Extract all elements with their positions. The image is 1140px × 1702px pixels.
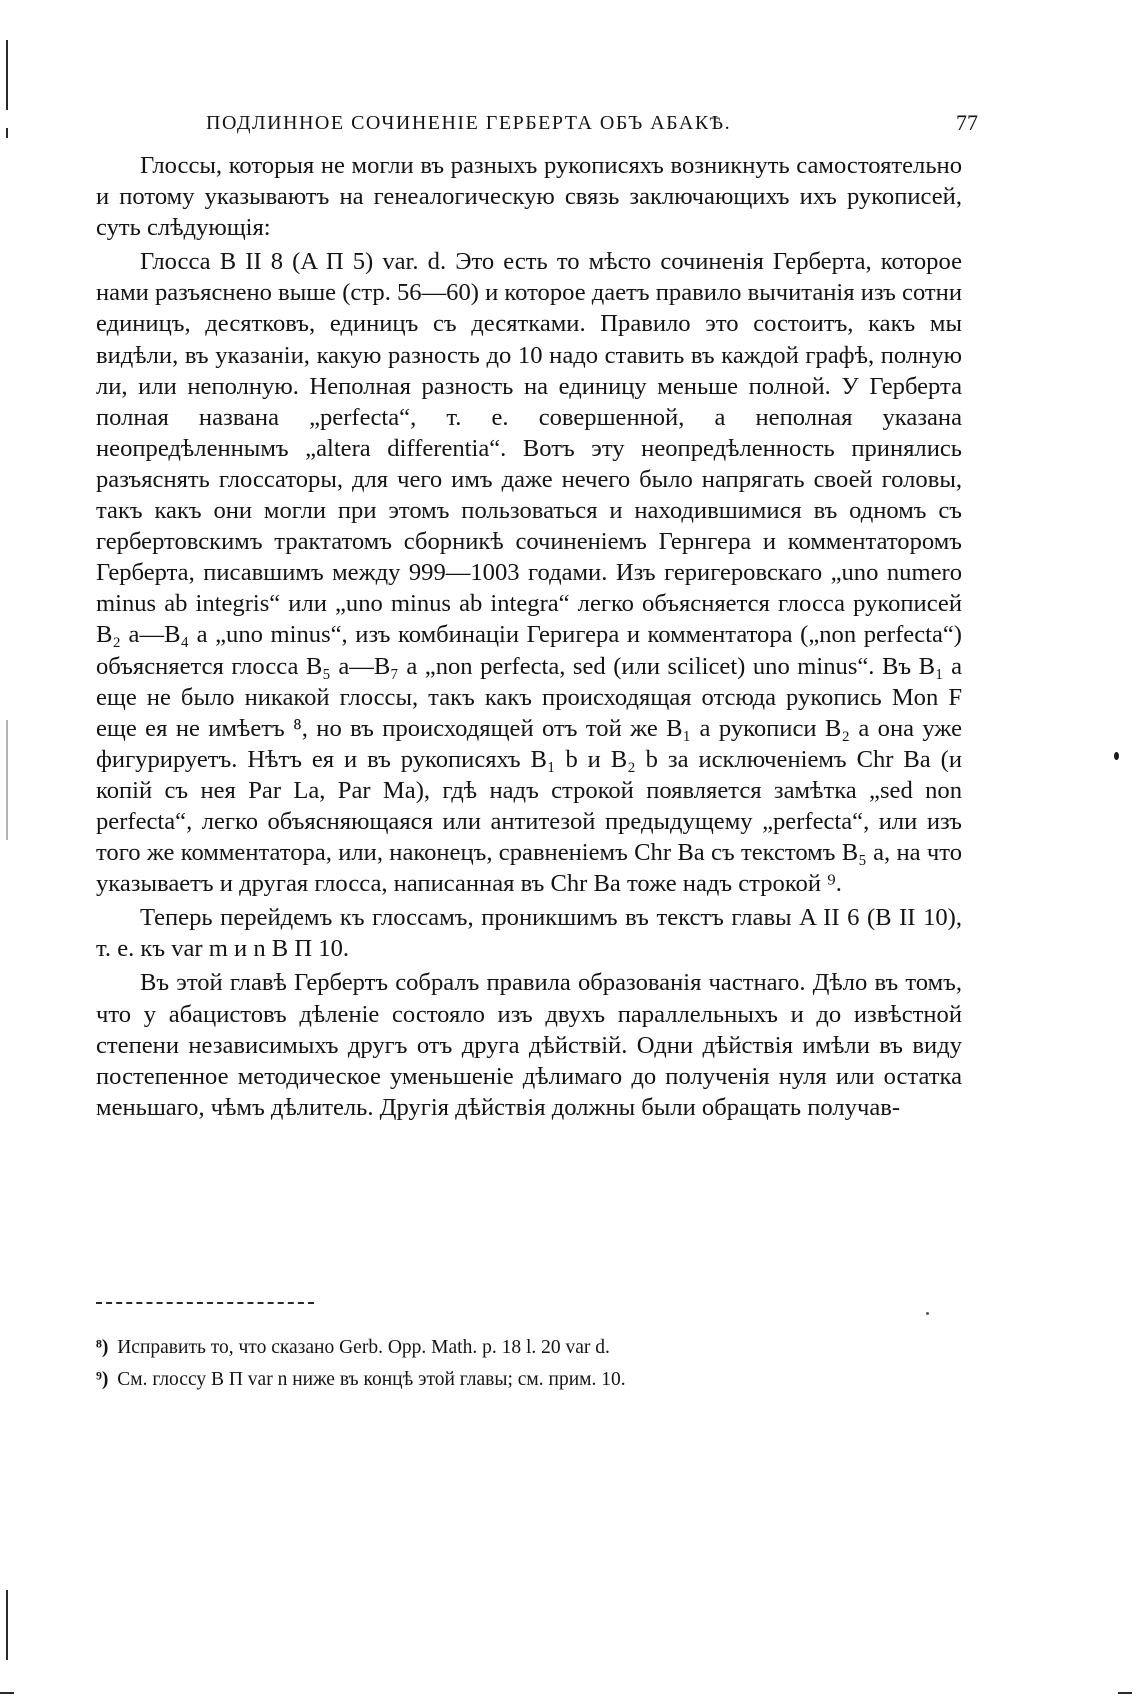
body-text bbox=[96, 150, 962, 1123]
footnote-text: См. глоссу B П var n ниже въ концѣ этой главы; см. прим. 10. bbox=[117, 1369, 626, 1390]
running-title: ПОДЛИННОЕ СОЧИНЕНІЕ ГЕРБЕРТА ОБЪ АБАКѢ. bbox=[206, 112, 732, 134]
footnote-marker: ⁹) bbox=[96, 1369, 109, 1390]
scan-corner-mark-right bbox=[1118, 1692, 1132, 1694]
scan-edge-line-bottom bbox=[6, 1590, 8, 1660]
running-head bbox=[96, 112, 1058, 146]
paragraph-gloss-b-ii-8: Глосса B II 8 (A П 5) var. d. Это есть то мѣсто сочиненія Герберта, которое нами разъяснено выше (стр. 56—60) и которое даетъ правило вычитанія изъ сотни единицъ, десятковъ, единицъ съ десятками. Правило это состоитъ, какъ мы видѣли, въ указаніи, какую разность до 10 надо ставить въ каждой графѣ, полную ли, или неполную. Неполная разность на единицу меньше полной. У Герберта полная названа „perfecta“, т. е. совершенной, а неполная указана неопредѣленнымъ „altera differentia“. Вотъ эту неопредѣленность принялись разъяснять глоссаторы, для чего имъ даже нечего было напрягать своей головы, такъ какъ они могли при этомъ пользоваться и находившимися въ одномъ съ гербертовскимъ трактатомъ сборникѣ сочиненіемъ Гернгера и комментаторомъ Герберта, писавшимъ между 999—1003 годами. Изъ геригеровскаго „uno numero minus ab integris“ или „uno minus ab integra“ легко объясняется глосса рукописей B₂ a—B₄ a „uno minus“, изъ комбинаціи Геригера и комментатора („non perfecta“) объясняется глосса B₅ a—B₇ a „non perfecta, sed (или scilicet) uno minus“. Въ B₁ a еще не было никакой глоссы, такъ какъ происходящая отсюда рукопись Mon F еще ея не имѣетъ ⁸, но въ происходящей отъ той же B₁ a рукописи B₂ a она уже фигурируетъ. Нѣтъ ея и въ рукописяхъ B₁ b и B₂ b за исключеніемъ Chr Ba (и копій съ нея Par La, Par Ma), гдѣ надъ строкой появляется замѣтка „sed non perfecta“, легко объясняющаяся или антитезой предыдущему „perfecta“, или изъ того же комментатора, или, наконецъ, сравненіемъ Chr Ba съ текстомъ B₅ a, на что указываетъ и другая глосса, написанная въ Chr Ba тоже надъ строкой ⁹. bbox=[96, 248, 962, 898]
footnote-divider bbox=[96, 1302, 314, 1304]
scan-edge-tick bbox=[6, 128, 8, 138]
footnote-marker: ⁸) bbox=[96, 1337, 109, 1358]
scan-edge-line-middle bbox=[6, 720, 8, 840]
paragraph-transition: Теперь перейдемъ къ глоссамъ, проникшимъ въ текстъ главы A II 6 (B II 10), т. е. къ var m и n B П 10. bbox=[96, 904, 962, 963]
scan-edge-line-top bbox=[6, 40, 8, 110]
paragraph-division-rules: Въ этой главѣ Гербертъ собралъ правила образованія частнаго. Дѣло въ томъ, что у абацистовъ дѣленіе состояло изъ двухъ параллельныхъ и до извѣстной степени независимыхъ другъ отъ друга дѣйствій. Одни дѣйствія имѣли въ виду постепенное методическое уменьшеніе дѣлимаго до полученія нуля или остатка меньшаго, чѣмъ дѣлитель. Другія дѣйствія должны были обращать получав- bbox=[96, 969, 962, 1121]
footnote-text: Исправить то, что сказано Gerb. Opp. Math. p. 18 l. 20 var d. bbox=[117, 1337, 610, 1358]
footnote-9 bbox=[96, 1364, 962, 1396]
margin-mark bbox=[1114, 752, 1119, 760]
footnote-8 bbox=[96, 1332, 962, 1364]
paragraph-intro: Глоссы, которыя не могли въ разныхъ рукописяхъ возникнуть самостоятельно и потому указываютъ на генеалогическую связь заключающихъ ихъ рукописей, суть слѣдующія: bbox=[96, 152, 962, 242]
scan-corner-mark-left bbox=[0, 1692, 14, 1694]
page-number: 77 bbox=[956, 110, 978, 135]
footnotes bbox=[96, 1332, 962, 1396]
print-speck bbox=[926, 1312, 929, 1315]
